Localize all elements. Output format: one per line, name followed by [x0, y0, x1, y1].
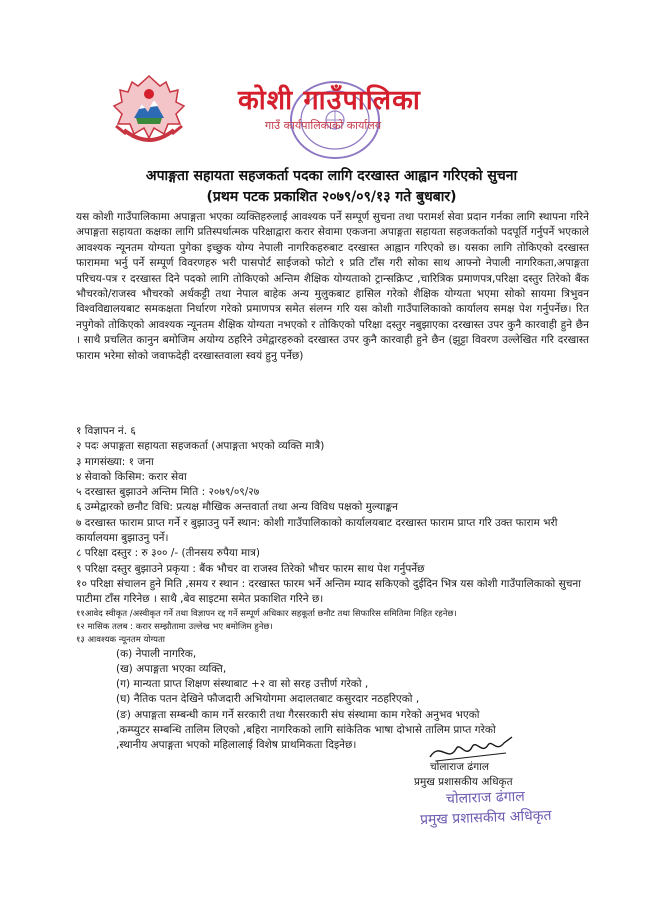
- signatory-stamp-title: प्रमुख प्रशासकीय अधिकृत: [419, 807, 552, 829]
- qualification-item: (ख) अपाङ्गता भएका व्यक्ति,: [116, 662, 227, 675]
- list-item: १३ आवश्यक न्यूनतम योग्यता: [76, 634, 166, 645]
- list-item: १२ मासिक तलब : करार सम्झौतामा उल्लेख भए बमोजिम हुनेछ।: [76, 621, 273, 632]
- qualification-item: (क) नेपाली नागरिक,: [116, 647, 197, 660]
- notice-items: [76, 424, 596, 754]
- notice-body: यस कोशी गाउँपालिकामा अपाङ्गता भएका व्यक्तिहरुलाई आवश्यक पर्ने सम्पूर्ण सुचना तथा परामर्श सेवा प्रदान गर्नका लागि स्थापना गरिने अपाङ्गता सहायता कक्षका लागि प्रतिस्पर्धात्मक परिक्षाद्वारा करार सेवामा एकजना अपाङ्गता सहायता सहजकर्ताको पदपूर्ति गर्नुपर्ने भएकाले आवश्यक न्यूनतम योग्यता पुगेका इच्छुक योग्य नेपाली नागरिकहरुबाट दरखास्त आह्वान गरिएको छ। यसका लागि तोकिएको दरखास्त फाराममा भर्नु पर्ने सम्पूर्ण विवरणहरु भरी पासपोर्ट साईजको फोटो १ प्रति टाँस गरी सोका साथ आफ्नो नेपाली नागरिकता,अपाङ्गता परिचय-पत्र र दरखास्त दिने पदको लागि तोकिएको अन्तिम शैक्षिक योग्यताको ट्रान्सक्रिप्ट ,चारित्रिक प्रमाणपत्र,परिक्षा दस्तुर तिरेको बैंक भौचरको/राजस्व भौचरको अर्धकट्टी तथा नेपाल बाहेक अन्य मुलुकबाट हासिल गरेको शैक्षिक योग्यता भएमा सोको सायमा त्रिभुवन विश्वविद्यालयबाट समकक्षता निर्धारण गरेको प्रमाणपत्र समेत संलग्न गरि यस कोशी गाउँपालिकाको कार्यालय समक्ष पेश गर्नुपर्नेछ। रित नपुगेको तोकिएको आवश्यक न्यूनतम शैक्षिक योग्यता नभएको र तोकिएको परिक्षा दस्तुर नबुझाएका दरखास्त उपर कुनै कारवाही हुने छैन । साथै प्रचलित कानुन बमोजिम अयोग्य ठहरिने उमेद्वारहरुको दरखास्त उपर कुनै कारवाही हुने छैन (झुट्टा विवरण उल्लेखित गरि दरखास्त फाराम भरेमा सोको जवाफदेही दरखास्तवाला स्वयं हुनु पर्नेछ): [76, 211, 589, 362]
- signatory-name: चोलाराज ढंगाल: [430, 761, 490, 773]
- nepal-government-emblem-icon: [104, 68, 194, 154]
- list-item: १० परिक्षा संचालन हुने मिति ,समय र स्थान : दरखास्त फारम भर्ने अन्तिम म्याद सकिएको दुईदिन भित्र यस कोशी गाउँपालिकाको सुचना पाटीमा टाँस गरिनेछ । साथै ,बेव साइटमा समेत प्रकाशित गरिने छ।: [76, 577, 581, 606]
- list-item: ७ दरखास्त फाराम प्राप्त गर्ने र बुझाउनु पर्ने स्थान: कोशी गाउँपालिकाको कार्यालयबाट दरखास्त फाराम प्राप्त गरि उक्त फाराम भरी कार्यालयमा बुझाउनु पर्ने।: [76, 516, 558, 545]
- notice-subtitle: (प्रथम पटक प्रकाशित २०७९/०९/१३ गते बुधबार): [206, 189, 457, 205]
- qualification-item: (घ) नैतिक पतन देखिने फौजदारी अभियोगमा अदालतबाट कसुरदार नठहरिएको ,: [116, 693, 420, 706]
- list-item: ५ दरखास्त बुझाउने अन्तिम मिति : २०७९/०९/२७: [76, 486, 260, 499]
- qualification-item: (ग) मान्यता प्राप्त शिक्षण संस्थाबाट +२ वा सो सरह उत्तीर्ण गरेको ,: [116, 678, 369, 691]
- list-item: १ विज्ञापन नं. ६: [76, 425, 136, 437]
- qualification-item: ,स्थानीय अपाङ्गता भएको महिलालाई विशेष प्राथमिकता दिइनेछ।: [116, 739, 357, 752]
- list-item: ११आवेद स्वीकृत /अस्वीकृत गर्ने तथा विज्ञापन रद्द गर्ने सम्पूर्ण अधिकार सहकूर्ता छनौट तथा सिफारिस समितिमा निहित रहनेछ।: [76, 608, 457, 619]
- list-item: ३ मागसंख्या: १ जना: [76, 455, 154, 468]
- signatory-stamp-name: चोलाराज ढंगाल: [445, 788, 525, 808]
- list-item: २ पदः अपाङ्गता सहायता सहजकर्ता (अपाङ्गता भएको व्यक्ति मात्रै): [76, 440, 325, 453]
- list-item: ६ उम्मेद्वारको छनौट विधि: प्रत्यक्ष मौखिक अन्तवार्ता तथा अन्य विविध पक्षको मुल्याङ्कन: [76, 501, 398, 514]
- office-name: गाउँ कार्यपालिकाको कार्यालय: [265, 119, 382, 132]
- list-item: ९ परिक्षा दस्तुर बुझाउने प्रकृया : बैंक भौचर वा राजस्व तिरेको भौचर फारम साथ पेश गर्नुपर्नेछ: [76, 562, 425, 575]
- org-name: कोशी गाउँपालिका: [238, 85, 421, 116]
- qualification-item: ,कम्प्युटर सम्बन्धि तालिम लिएको ,बहिरा नागरिकको लागि सांकेतिक भाषा दोभासे तालिम प्राप्त गरेको: [116, 724, 496, 737]
- qualification-item: (ङ) अपाङ्गता सम्बन्धी काम गर्ने सरकारी तथा गैरसरकारी संघ संस्थामा काम गरेको अनुभव भएको: [116, 708, 480, 721]
- signatory-title: प्रमुख प्रशासकीय अधिकृत: [414, 776, 513, 788]
- list-item: ८ परिक्षा दस्तुर : रु ३०० /- (तीनसय रुपैया मात्र): [76, 547, 260, 560]
- list-item: ४ सेवाको किसिम: करार सेवा: [76, 470, 187, 483]
- notice-title: अपाङ्गता सहायता सहजकर्ता पदका लागि दरखास्त आह्वान गरिएको सुचना: [145, 168, 518, 184]
